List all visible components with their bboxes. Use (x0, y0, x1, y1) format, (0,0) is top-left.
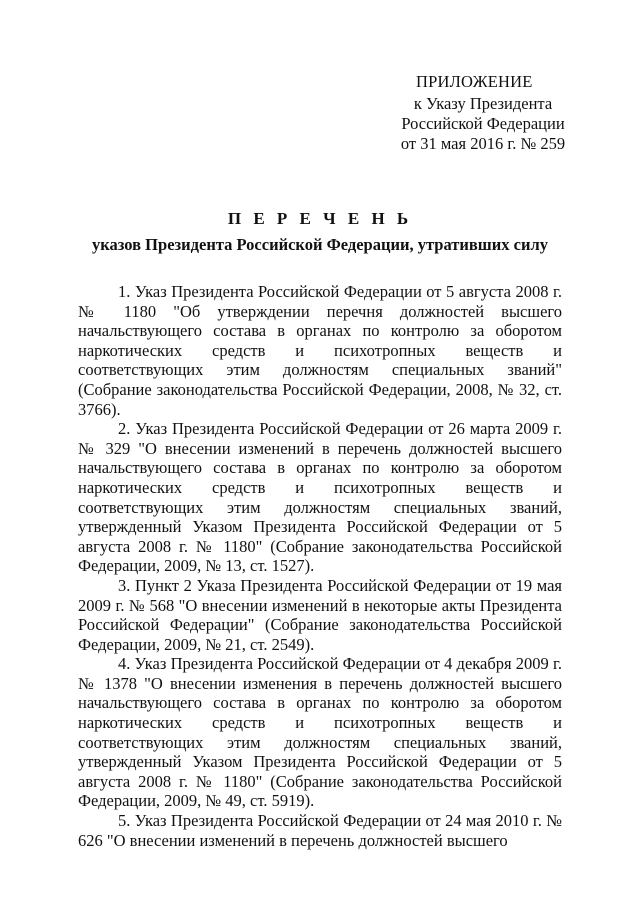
annex-title: ПРИЛОЖЕНИЕ (416, 72, 533, 91)
list-item: 1. Указ Президента Российской Федерации от 5 августа 2008 г. № 1180 "Об утверждении перечня должностей высшего начальствующего состава в органах по контролю за оборотом наркотических средств и психотропных веществ и соответствующих этим должностям специальных званий" (Собрание законодательства Российской Федерации, 2008, № 32, ст. 3766). (78, 282, 562, 419)
list-item: 3. Пункт 2 Указа Президента Российской Федерации от 19 мая 2009 г. № 568 "О внесении изменений в некоторые акты Президента Российской Федерации" (Собрание законодательства Российской Федерации, 2009, № 21, ст. 2549). (78, 575, 562, 654)
annex-line: от 31 мая 2016 г. № 259 (400, 134, 566, 153)
list-item: 2. Указ Президента Российской Федерации от 26 марта 2009 г. № 329 "О внесении изменений в перечень должностей высшего начальствующего состава в органах по контролю за оборотом наркотических средств и психотропных веществ и соответствующих этим должностям специальных званий, утвержденный Указом Президента Российской Федерации от 5 августа 2008 г. № 1180" (Собрание законодательства Российской Федерации, 2009, № 13, ст. 1527). (78, 419, 562, 576)
annex-block (388, 72, 578, 154)
annex-line: к Указу Президента (413, 94, 553, 113)
annex-line: Российской Федерации (401, 114, 565, 133)
list-title: П Е Р Е Ч Е Н Ь (227, 209, 413, 228)
decree-list (78, 282, 562, 850)
list-item: 5. Указ Президента Российской Федерации от 24 мая 2010 г. № 626 "О внесении изменений в перечень должностей высшего (78, 811, 562, 850)
list-item: 4. Указ Президента Российской Федерации от 4 декабря 2009 г. № 1378 "О внесении изменения в перечень должностей высшего начальствующего состава в органах по контролю за оборотом наркотических средств и психотропных веществ и соответствующих этим должностям специальных званий, утвержденный Указом Президента Российской Федерации от 5 августа 2008 г. № 1180" (Собрание законодательства Российской Федерации, 2009, № 49, ст. 5919). (78, 654, 562, 811)
list-subtitle: указов Президента Российской Федерации, утративших силу (92, 235, 548, 254)
